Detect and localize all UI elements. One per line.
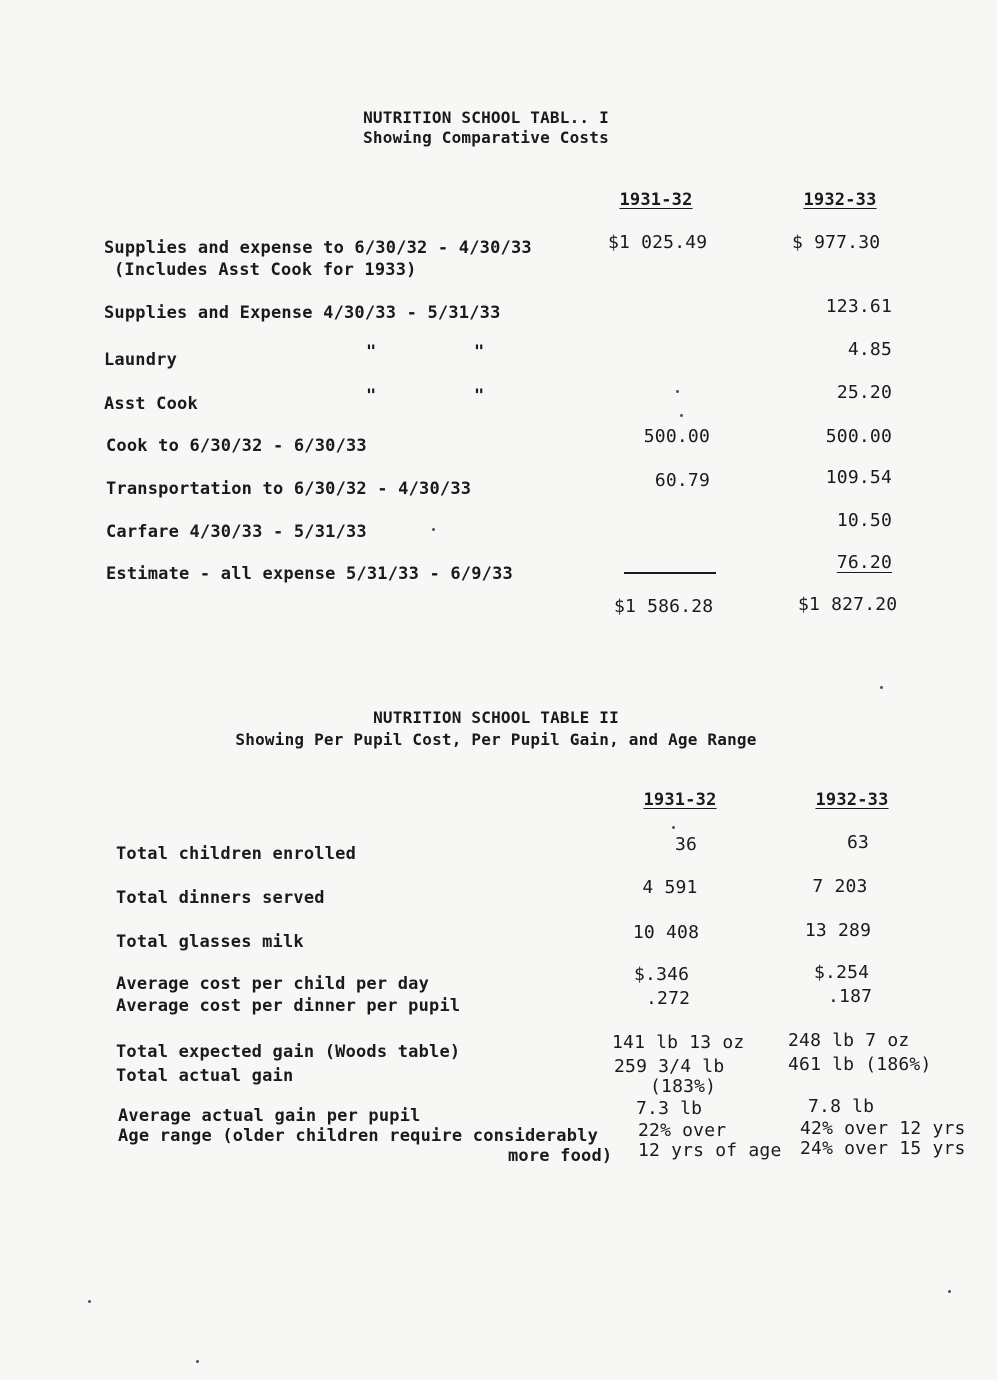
table2-row-v2: .187 [828, 986, 873, 1007]
table2-row-v2: 13 289 [804, 920, 872, 941]
table2-row-v1: 36 [674, 834, 698, 855]
scan-speck [432, 528, 435, 531]
table2-row-v2: 461 lb (186%) [788, 1054, 932, 1075]
scan-speck [672, 826, 675, 829]
table2-row-v1: 259 3/4 lb [614, 1056, 725, 1077]
column-rule [624, 572, 716, 574]
table2-row-v1: .272 [646, 988, 691, 1009]
table2-row-label: Age range (older children require considerably [118, 1126, 599, 1146]
table2-row-v1-cont: 12 yrs of age [638, 1140, 782, 1161]
table2-row-label: Average cost per child per day [116, 974, 430, 994]
table1-row-label: Transportation to 6/30/32 - 4/30/33 [106, 479, 472, 499]
table2-row-v2: 7 203 [812, 876, 868, 897]
table1-row-sublabel: (Includes Asst Cook for 1933) [114, 260, 417, 280]
scan-speck [88, 1300, 91, 1303]
table2-row-v2: 7.8 lb [808, 1096, 875, 1117]
table2-row-v2: $.254 [814, 962, 870, 983]
table1-total-1932: $1 827.20 [798, 594, 898, 615]
table2-row-v1: 7.3 lb [636, 1098, 703, 1119]
table2-row-label: Total glasses milk [116, 932, 304, 952]
table2-row-v1: 4 591 [642, 877, 698, 898]
table1-row-v2: 25.20 [836, 382, 892, 403]
ditto-mark: " [366, 386, 377, 406]
table2-col1-header: 1931-32 [643, 790, 717, 810]
table1-row-label: Cook to 6/30/32 - 6/30/33 [106, 436, 367, 456]
table2-row-v1: 10 408 [632, 922, 700, 943]
table1-row-v2: 123.61 [825, 296, 892, 317]
ditto-mark: " [366, 342, 377, 362]
table1-row-v1: 500.00 [643, 426, 710, 447]
table2-row-v1: 22% over [638, 1120, 727, 1141]
table2-row-label: Total expected gain (Woods table) [116, 1042, 461, 1062]
table2-row-v2: 63 [846, 832, 870, 853]
scan-speck [676, 390, 679, 393]
table2-row-v1: 141 lb 13 oz [612, 1032, 745, 1053]
table1-row-v1: 60.79 [654, 470, 710, 491]
table1-row-v2: 76.20 [836, 552, 892, 573]
table2-row-label: Total actual gain [116, 1066, 294, 1086]
table2-col2-header: 1932-33 [815, 790, 889, 810]
table1-col1-header: 1931-32 [619, 190, 693, 210]
table1-row-label: Estimate - all expense 5/31/33 - 6/9/33 [106, 564, 513, 584]
table1-row-v2: $ 977.30 [792, 232, 881, 253]
scan-speck [880, 686, 883, 689]
table2-subtitle: Showing Per Pupil Cost, Per Pupil Gain, and Age Range [235, 730, 757, 749]
table2-row-v2-cont: 24% over 15 yrs [800, 1138, 966, 1159]
table2-row-v1: $.346 [634, 964, 690, 985]
table1-subtitle: Showing Comparative Costs [363, 128, 609, 147]
table1-row-v1: $1 025.49 [608, 232, 708, 253]
table1-row-v2: 109.54 [825, 467, 892, 488]
table2-row-label-cont: more food) [508, 1146, 613, 1166]
table2-row-label: Average actual gain per pupil [118, 1106, 421, 1126]
table1-total-1931: $1 586.28 [614, 596, 714, 617]
scan-speck [680, 414, 683, 417]
table2-row-label: Average cost per dinner per pupil [116, 996, 461, 1016]
table1-row-label: Carfare 4/30/33 - 5/31/33 [106, 522, 367, 542]
table1-row-v2: 4.85 [847, 339, 892, 360]
table1-row-label: Supplies and expense to 6/30/32 - 4/30/33 [104, 238, 532, 258]
table1-row-label: Asst Cook [104, 394, 198, 414]
table2-row-v2: 248 lb 7 oz [788, 1030, 910, 1051]
ditto-mark: " [474, 342, 485, 362]
table1-row-label: Laundry [104, 350, 178, 370]
table1-row-label: Supplies and Expense 4/30/33 - 5/31/33 [104, 303, 501, 323]
table1-row-v2: 500.00 [825, 426, 892, 447]
table2-row-v1-note: (183%) [650, 1076, 717, 1097]
table2-title: NUTRITION SCHOOL TABLE II [373, 708, 619, 727]
scan-speck [948, 1290, 951, 1293]
table2-row-label: Total dinners served [116, 888, 325, 908]
table1-row-v2: 10.50 [836, 510, 892, 531]
scan-speck [196, 1360, 199, 1363]
table1-col2-header: 1932-33 [803, 190, 877, 210]
table2-row-v2: 42% over 12 yrs [800, 1118, 966, 1139]
ditto-mark: " [474, 386, 485, 406]
table2-row-label: Total children enrolled [116, 844, 357, 864]
table1-title: NUTRITION SCHOOL TABL.. I [363, 108, 609, 127]
